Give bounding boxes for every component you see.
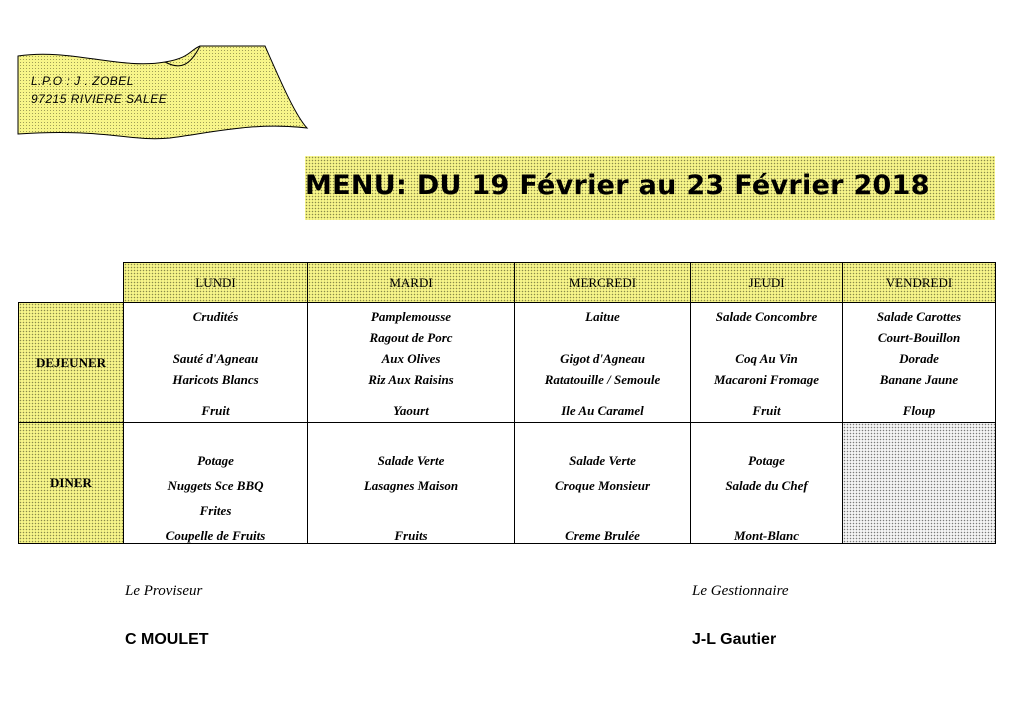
dish-item: Banane Jaune (879, 372, 959, 387)
school-address: 97215 RIVIERE SALEE (31, 92, 168, 106)
dish-item: Salade Verte (377, 453, 445, 468)
dish-item: Fruit (201, 403, 230, 418)
header-lundi: LUNDI (123, 262, 308, 303)
row-label-dejeuner: DEJEUNER (18, 302, 124, 423)
menu-cell-dejeuner-jeudi (690, 302, 843, 423)
dish-item: Court-Bouillon (877, 330, 961, 345)
dish-item: Frites (199, 503, 232, 518)
dish-item: Coq Au Vin (735, 351, 798, 366)
menu-title-box (305, 156, 995, 220)
menu-cell-diner-jeudi (690, 422, 843, 544)
dish-item: Fruits (394, 528, 428, 543)
dish-item: Salade du Chef (725, 478, 808, 493)
row-label-diner: DINER (18, 422, 124, 544)
school-banner (10, 40, 310, 150)
dish-item: Potage (197, 453, 234, 468)
dish-item: Gigot d'Agneau (560, 351, 645, 366)
dish-item: Salade Carottes (876, 309, 962, 324)
gestionnaire-name: J-L Gautier (692, 631, 777, 648)
dish-item: Nuggets Sce BBQ (167, 478, 264, 493)
dish-item: Dorade (899, 351, 939, 366)
header-jeudi: JEUDI (690, 262, 843, 303)
dish-item: Riz Aux Raisins (368, 372, 454, 387)
header-mardi: MARDI (307, 262, 515, 303)
header-vendredi: VENDREDI (842, 262, 996, 303)
proviseur-name: C MOULET (125, 631, 209, 648)
dish-item: Coupelle de Fruits (165, 528, 266, 543)
menu-cell-diner-lundi (123, 422, 308, 544)
dish-item: Pamplemousse (370, 309, 452, 324)
dish-item: Ratatouille / Semoule (544, 372, 661, 387)
dish-item: Macaroni Fromage (713, 372, 820, 387)
dish-item: Salade Verte (569, 453, 636, 468)
header-mercredi: MERCREDI (514, 262, 691, 303)
menu-cell-diner-mercredi (514, 422, 691, 544)
menu-cell-dejeuner-lundi (123, 302, 308, 423)
school-name: L.P.O : J . ZOBEL (31, 74, 134, 88)
dish-item: Potage (748, 453, 785, 468)
gestionnaire-role: Le Gestionnaire (692, 583, 789, 599)
dish-item: Crudités (192, 309, 239, 324)
dish-item: Salade Concombre (715, 309, 818, 324)
dish-item: Ragout de Porc (369, 330, 453, 345)
dish-item: Lasagnes Maison (363, 478, 459, 493)
dish-item: Creme Brulée (565, 528, 640, 543)
proviseur-role: Le Proviseur (125, 583, 203, 599)
dish-item: Haricots Blancs (172, 372, 259, 387)
dish-item: Yaourt (393, 403, 429, 418)
dish-item: Fruit (752, 403, 781, 418)
dish-item: Laitue (585, 309, 620, 324)
menu-cell-diner-mardi (307, 422, 515, 544)
menu-cell-dejeuner-mardi (307, 302, 515, 423)
menu-cell-diner-vendredi (842, 422, 996, 544)
dish-item: Mont-Blanc (733, 528, 799, 543)
menu-cell-dejeuner-mercredi (514, 302, 691, 423)
dish-item: Ile Au Caramel (561, 403, 644, 418)
dish-item: Floup (902, 403, 936, 418)
menu-cell-dejeuner-vendredi (842, 302, 996, 423)
dish-item: Croque Monsieur (555, 478, 650, 493)
dish-item: Sauté d'Agneau (172, 351, 259, 366)
menu-title: MENU: DU 19 Février au 23 Février 2018 (305, 170, 930, 201)
dish-item: Aux Olives (381, 351, 441, 366)
